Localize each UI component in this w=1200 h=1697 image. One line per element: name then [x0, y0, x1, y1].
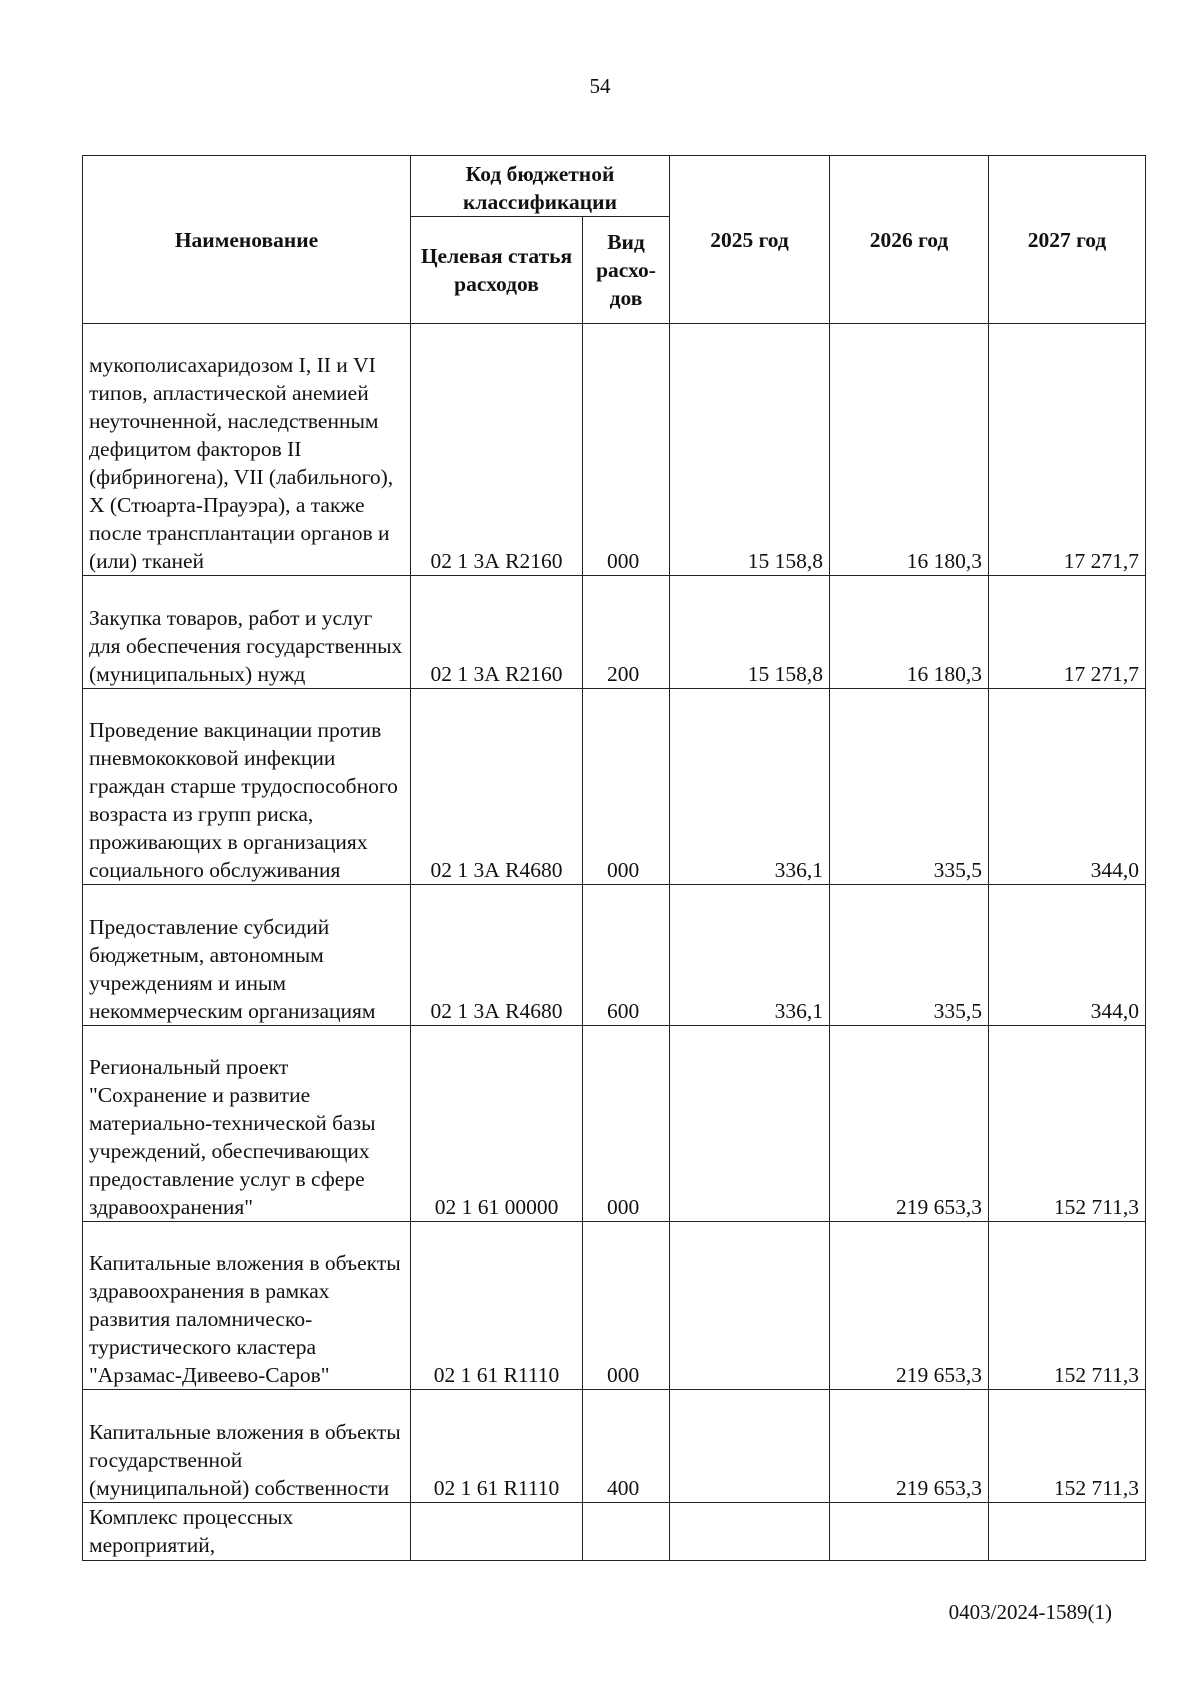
table-row [83, 324, 1146, 576]
row-value-2025: 15 158,8 [670, 324, 830, 576]
row-value-2026: 219 653,3 [830, 1390, 989, 1503]
table-row [83, 1222, 1146, 1390]
page-number: 54 [589, 74, 611, 98]
row-vid-code: 600 [583, 885, 670, 1026]
row-name: Комплекс процессных мероприятий, [83, 1503, 411, 1561]
row-vid-code: 000 [583, 1026, 670, 1222]
row-value-2027 [989, 1503, 1146, 1561]
header-group-code: Код бюджетной классификации [411, 156, 670, 217]
table-row [83, 1390, 1146, 1503]
row-name: мукополисахаридозом I, II и VI типов, апластической анемией неуточненной, наследственным дефицитом факторов II (фибриногена), VII (лабильного), X (Стюарта-Прауэра), а также после трансплантации органов и (или) тканей [83, 324, 411, 576]
table-row [83, 1503, 1146, 1561]
row-vid-code [583, 1503, 670, 1561]
header-2026: 2026 год [830, 156, 989, 324]
row-target-code: 02 1 3А R4680 [411, 885, 583, 1026]
row-value-2025: 15 158,8 [670, 576, 830, 689]
row-value-2027: 17 271,7 [989, 324, 1146, 576]
header-name: Наименование [83, 156, 411, 324]
table-header [83, 156, 1146, 324]
row-value-2026: 16 180,3 [830, 324, 989, 576]
table-row [83, 689, 1146, 885]
header-vid: Вид расхо-дов [583, 217, 670, 324]
row-value-2027: 152 711,3 [989, 1026, 1146, 1222]
header-2025: 2025 год [670, 156, 830, 324]
row-vid-code: 400 [583, 1390, 670, 1503]
row-target-code: 02 1 3А R2160 [411, 576, 583, 689]
row-name: Закупка товаров, работ и услуг для обеспечения государственных (муниципальных) нужд [83, 576, 411, 689]
row-value-2026: 335,5 [830, 689, 989, 885]
row-vid-code: 200 [583, 576, 670, 689]
row-value-2027: 344,0 [989, 689, 1146, 885]
header-2027: 2027 год [989, 156, 1146, 324]
row-target-code: 02 1 61 00000 [411, 1026, 583, 1222]
row-value-2027: 17 271,7 [989, 576, 1146, 689]
header-target: Целевая статья расходов [411, 217, 583, 324]
row-value-2025 [670, 1390, 830, 1503]
row-name: Капитальные вложения в объекты государственной (муниципальной) собственности [83, 1390, 411, 1503]
row-value-2026: 16 180,3 [830, 576, 989, 689]
table-body [83, 324, 1146, 1561]
row-target-code: 02 1 3А R4680 [411, 689, 583, 885]
row-value-2025: 336,1 [670, 885, 830, 1026]
table-row [83, 1026, 1146, 1222]
row-value-2025 [670, 1503, 830, 1561]
row-value-2025 [670, 1222, 830, 1390]
row-value-2025: 336,1 [670, 689, 830, 885]
row-target-code: 02 1 3А R2160 [411, 324, 583, 576]
document-code: 0403/2024-1589(1) [948, 1600, 1112, 1624]
row-value-2027: 344,0 [989, 885, 1146, 1026]
table-row [83, 885, 1146, 1026]
row-target-code [411, 1503, 583, 1561]
row-vid-code: 000 [583, 1222, 670, 1390]
row-value-2026: 219 653,3 [830, 1222, 989, 1390]
row-value-2027: 152 711,3 [989, 1222, 1146, 1390]
row-target-code: 02 1 61 R1110 [411, 1390, 583, 1503]
row-vid-code: 000 [583, 689, 670, 885]
row-value-2026 [830, 1503, 989, 1561]
row-value-2026: 335,5 [830, 885, 989, 1026]
row-vid-code: 000 [583, 324, 670, 576]
row-name: Проведение вакцинации против пневмококковой инфекции граждан старше трудоспособного возраста из групп риска, проживающих в организациях социального обслуживания [83, 689, 411, 885]
row-name: Капитальные вложения в объекты здравоохранения в рамках развития паломническо-туристического кластера "Арзамас-Дивеево-Саров" [83, 1222, 411, 1390]
budget-table [82, 155, 1146, 1561]
row-value-2026: 219 653,3 [830, 1026, 989, 1222]
row-target-code: 02 1 61 R1110 [411, 1222, 583, 1390]
row-name: Региональный проект "Сохранение и развитие материально-технической базы учреждений, обеспечивающих предоставление услуг в сфере здравоохранения" [83, 1026, 411, 1222]
table-row [83, 576, 1146, 689]
row-value-2027: 152 711,3 [989, 1390, 1146, 1503]
row-value-2025 [670, 1026, 830, 1222]
row-name: Предоставление субсидий бюджетным, автономным учреждениям и иным некоммерческим организациям [83, 885, 411, 1026]
